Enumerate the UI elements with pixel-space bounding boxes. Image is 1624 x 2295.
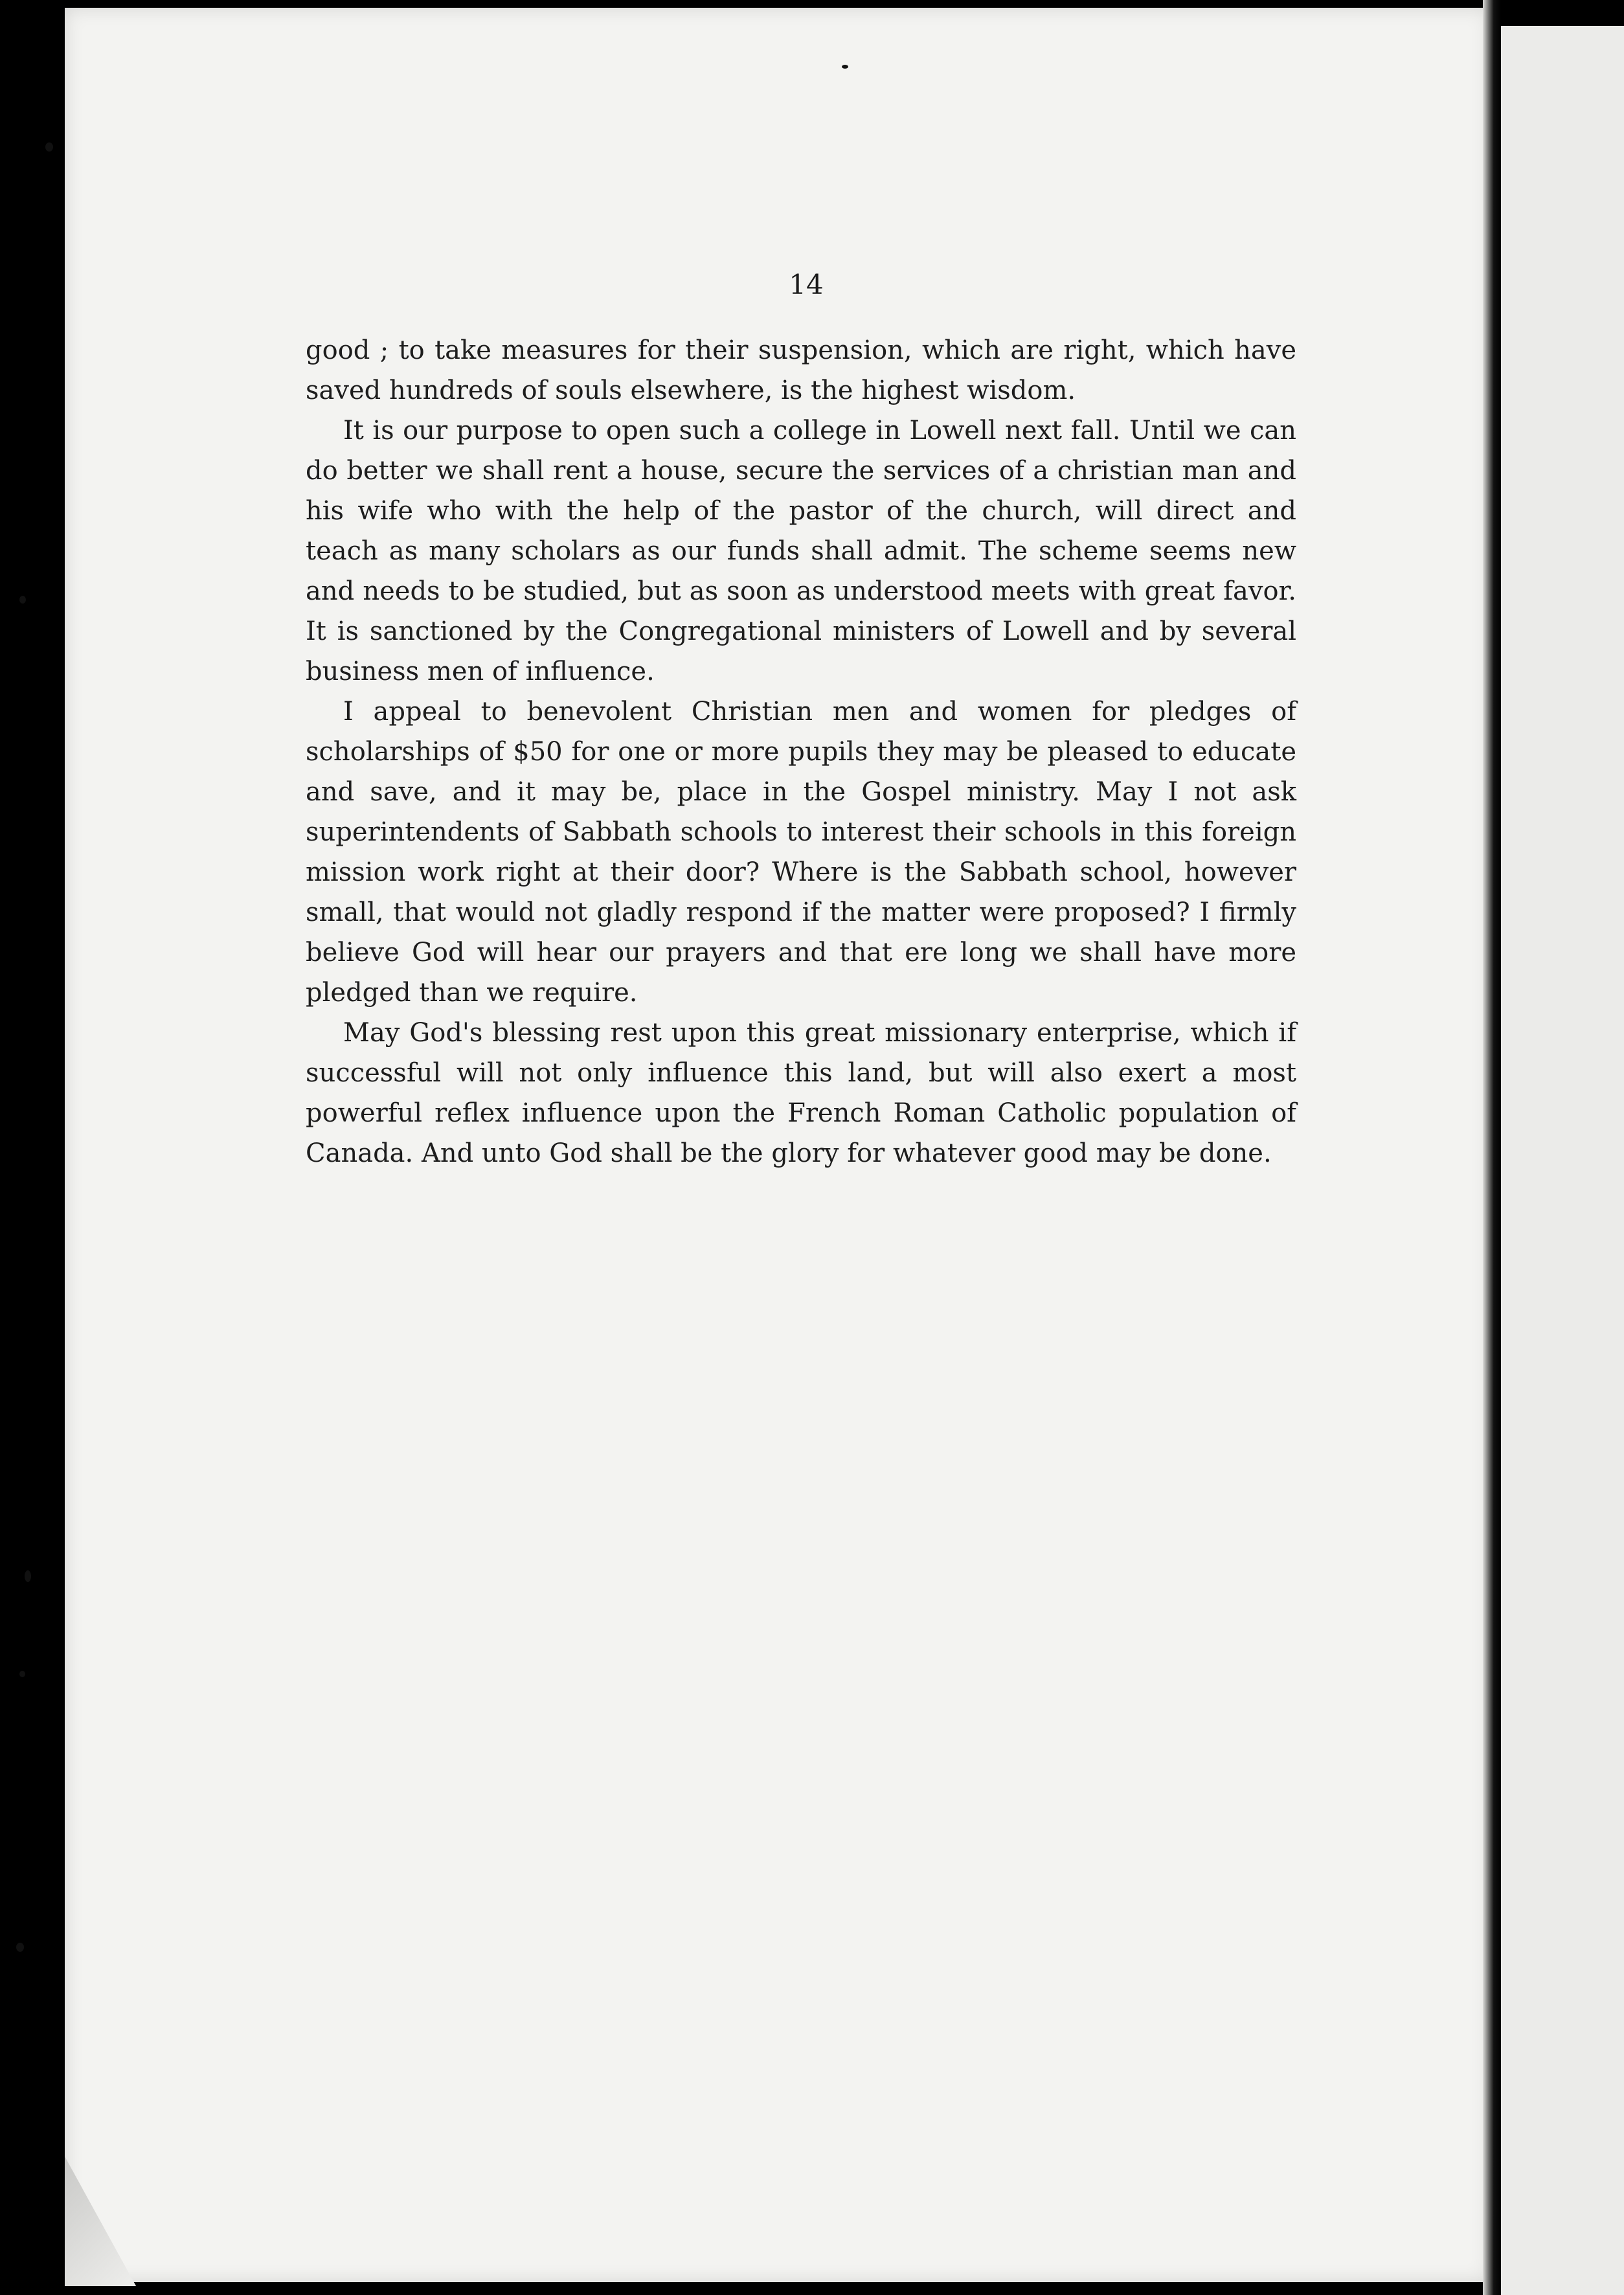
scan-speck (45, 142, 53, 152)
paragraph-blessing: May God's blessing rest upon this great missionary enterprise, which if successful will not only influence this land, but will also exert a most powerful reflex influence upon the French Roman Catholic population of Canada. And unto God shall be the glory for whatever good may be done. (306, 1018, 1296, 1168)
page-number: 14 (789, 269, 824, 300)
adjacent-page-edge (1501, 26, 1624, 2295)
paragraph-appeal: I appeal to benevolent Christian men and women for pledges of scholarships of $50 for one or more pupils they may be pleased to educate and save, and it may be, place in the Gospel ministry. May I not ask superintendents of Sabbath schools to interest their schools in this foreign mission work right at their door? Where is the Sabbath school, however small, that would not gladly respond if the matter were proposed? I firmly believe God will hear our prayers and that ere long we shall have more pledged than we require. (306, 697, 1296, 1008)
scan-speck (19, 1671, 25, 1677)
scan-speck (25, 1570, 31, 1582)
paragraph-college-plan: It is our purpose to open such a college in Lowell next fall. Until we can do better we shall rent a house, secure the services of a christian man and his wife who with the help of the pastor of the church, will direct and teach as many scholars as our funds shall admit. The scheme seems new and needs to be studied, but as soon as understood meets with great favor. It is sanctioned by the Congregational ministers of Lowell and by several business men of influence. (306, 416, 1296, 686)
paragraph-continued: good ; to take measures for their suspension, which are right, which have saved hundreds of souls elsewhere, is the highest wisdom. (306, 335, 1296, 405)
body-text (306, 330, 1296, 1173)
book-gutter (1483, 0, 1501, 2295)
scan-speck (842, 65, 848, 69)
scan-speck (16, 1943, 24, 1952)
scan-speck (19, 596, 26, 604)
